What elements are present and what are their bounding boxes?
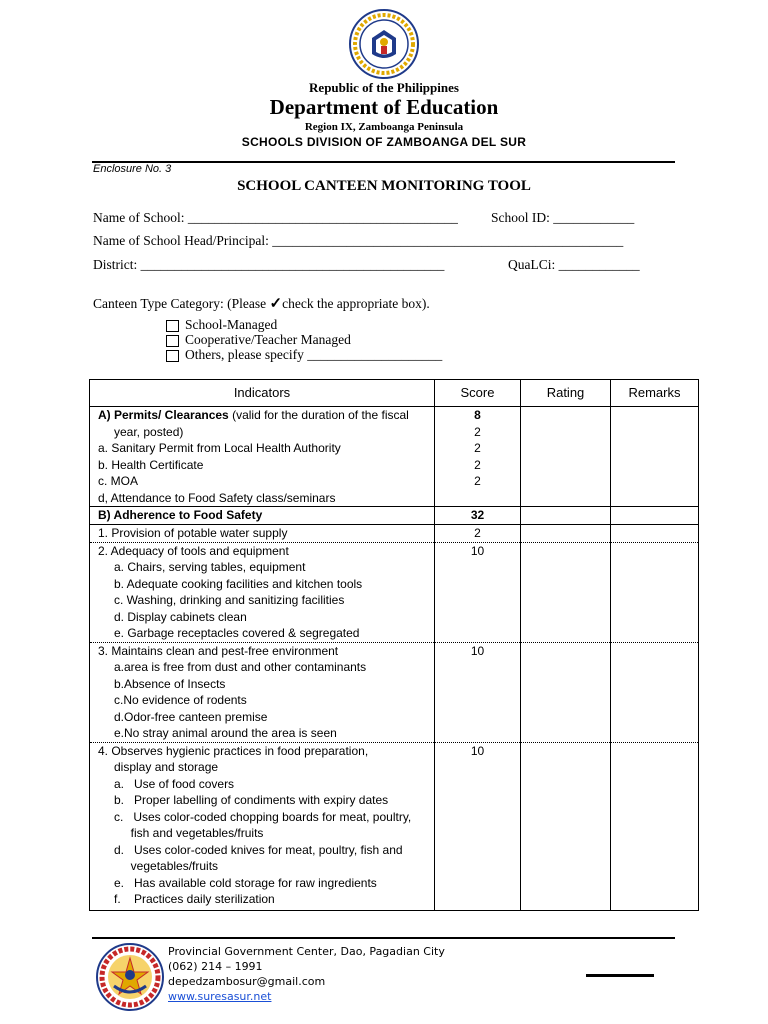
criterion-title: 1. Provision of potable water supply xyxy=(98,526,288,540)
qualci-field[interactable]: QuaLCi: ____________ xyxy=(508,257,640,272)
criterion-item: f. Practices daily sterilization xyxy=(114,892,275,906)
option-cooperative: Cooperative/Teacher Managed xyxy=(185,332,351,347)
criterion-item: vegetables/fruits xyxy=(114,859,219,873)
check-mark-icon: ✓ xyxy=(269,296,283,312)
footer-divider xyxy=(92,937,675,939)
header-region: Region IX, Zamboanga Peninsula xyxy=(304,121,464,133)
header-indicators: Indicators xyxy=(90,380,435,407)
section-a-score: 8 xyxy=(474,408,481,422)
section-a-note-score: 2 xyxy=(474,424,481,439)
section-a-row xyxy=(90,407,699,507)
footer-email: depedzambosur@gmail.com xyxy=(168,975,326,988)
criterion-item: b.Absence of Insects xyxy=(114,676,226,691)
deped-seal-icon xyxy=(348,8,420,80)
section-a-note2: year, posted) xyxy=(114,424,184,439)
enclosure-label: Enclosure No. 3 xyxy=(93,163,172,175)
criterion-score: 2 xyxy=(435,525,521,543)
criterion-item: d. Display cabinets clean xyxy=(114,609,247,624)
section-a-item-score: 2 xyxy=(474,457,481,472)
section-a-item-score: 2 xyxy=(474,441,481,455)
header-department: Department of Education xyxy=(269,95,499,119)
principal-field[interactable]: Name of School Head/Principal: ____________________________________________________ xyxy=(93,233,624,248)
option-school-managed: School-Managed xyxy=(185,317,278,332)
footer-phone: (062) 214 – 1991 xyxy=(168,960,263,973)
criterion-remarks-cell[interactable] xyxy=(611,642,699,742)
header-republic: Republic of the Philippines xyxy=(309,80,459,95)
header-remarks: Remarks xyxy=(611,380,699,407)
section-a-item: d, Attendance to Food Safety class/seminars xyxy=(98,490,336,505)
section-a-label: A) Permits/ Clearances xyxy=(98,408,229,422)
criterion-item: fish and vegetables/fruits xyxy=(114,826,264,840)
criterion-item: e. Has available cold storage for raw ingredients xyxy=(114,875,377,890)
section-a-item: b. Health Certificate xyxy=(98,457,204,472)
criterion-item: b. Adequate cooking facilities and kitchen tools xyxy=(114,576,363,591)
canteen-type-prompt-before: Canteen Type Category: (Please xyxy=(93,296,270,311)
criterion-item: a.area is free from dust and other contaminants xyxy=(114,660,367,674)
section-a-scores xyxy=(435,407,521,507)
header-rating: Rating xyxy=(521,380,611,407)
criterion-score: 10 xyxy=(435,642,521,742)
canteen-type-prompt xyxy=(93,294,430,313)
criterion-row xyxy=(90,742,699,910)
document-title: SCHOOL CANTEEN MONITORING TOOL xyxy=(237,178,531,194)
criterion-title: 2. Adequacy of tools and equipment xyxy=(98,543,289,558)
criterion-row xyxy=(90,542,699,642)
criterion-score: 10 xyxy=(435,742,521,910)
criterion-item: e.No stray animal around the area is seen xyxy=(114,726,337,740)
criterion-rating-cell[interactable] xyxy=(521,642,611,742)
header-score: Score xyxy=(435,380,521,407)
footer-address: Provincial Government Center, Dao, Pagadian City xyxy=(168,945,445,958)
criterion-rating-cell[interactable] xyxy=(521,742,611,910)
checkbox-cooperative[interactable] xyxy=(166,335,179,347)
header-division: SCHOOLS DIVISION OF ZAMBOANGA DEL SUR xyxy=(241,135,527,149)
section-b-row xyxy=(90,507,699,525)
criterion-item: a. Use of food covers xyxy=(114,776,235,791)
section-b-label: B) Adherence to Food Safety xyxy=(98,508,263,522)
canteen-type-prompt-after: check the appropriate box). xyxy=(282,296,430,311)
header-divider xyxy=(92,161,675,163)
criterion-item: d.Odor-free canteen premise xyxy=(114,709,268,724)
criterion-title-cont: display and storage xyxy=(114,760,219,774)
criterion-score: 10 xyxy=(435,542,521,642)
criterion-item: c. Uses color-coded chopping boards for meat, poultry, xyxy=(114,809,412,824)
school-id-field[interactable]: School ID: ____________ xyxy=(491,210,635,225)
criterion-item: b. Proper labelling of condiments with expiry dates xyxy=(114,793,389,807)
criterion-remarks-cell[interactable] xyxy=(611,742,699,910)
section-b-remarks-cell[interactable] xyxy=(611,507,699,525)
criterion-rating-cell[interactable] xyxy=(521,542,611,642)
criterion-item: d. Uses color-coded knives for meat, poultry, fish and xyxy=(114,842,403,857)
section-a-item: c. MOA xyxy=(98,474,139,488)
criterion-remarks-cell[interactable] xyxy=(611,542,699,642)
option-others: Others, please specify ____________________ xyxy=(185,347,443,362)
division-seal-icon xyxy=(94,942,166,1012)
section-a-indicators xyxy=(90,407,435,507)
section-b-rating-cell[interactable] xyxy=(521,507,611,525)
footer-website-link[interactable]: www.suresasur.net xyxy=(168,990,272,1003)
criterion-rating-cell[interactable] xyxy=(521,525,611,543)
criterion-row xyxy=(90,525,699,543)
criterion-remarks-cell[interactable] xyxy=(611,525,699,543)
criterion-item: c. Washing, drinking and sanitizing facilities xyxy=(114,593,345,607)
monitoring-table xyxy=(89,379,699,911)
signature-line xyxy=(586,974,654,977)
section-b-score: 32 xyxy=(435,507,521,525)
section-a-note: (valid for the duration of the fiscal xyxy=(228,408,409,422)
section-a-item: a. Sanitary Permit from Local Health Authority xyxy=(98,441,341,455)
criterion-title: 3. Maintains clean and pest-free environment xyxy=(98,643,339,658)
section-a-remarks-cell[interactable] xyxy=(611,407,699,507)
criterion-title: 4. Observes hygienic practices in food preparation, xyxy=(98,743,369,758)
section-a-item-score: 2 xyxy=(474,474,481,488)
criterion-item: a. Chairs, serving tables, equipment xyxy=(114,560,306,574)
checkbox-others[interactable] xyxy=(166,350,179,362)
criterion-item: c.No evidence of rodents xyxy=(114,693,247,707)
school-name-field[interactable]: Name of School: ________________________________________ xyxy=(93,210,458,225)
checkbox-school-managed[interactable] xyxy=(166,320,179,332)
section-a-rating-cell[interactable] xyxy=(521,407,611,507)
criterion-row xyxy=(90,642,699,742)
district-field[interactable]: District: _____________________________________________ xyxy=(93,257,445,272)
criterion-item: e. Garbage receptacles covered & segregated xyxy=(114,626,360,640)
